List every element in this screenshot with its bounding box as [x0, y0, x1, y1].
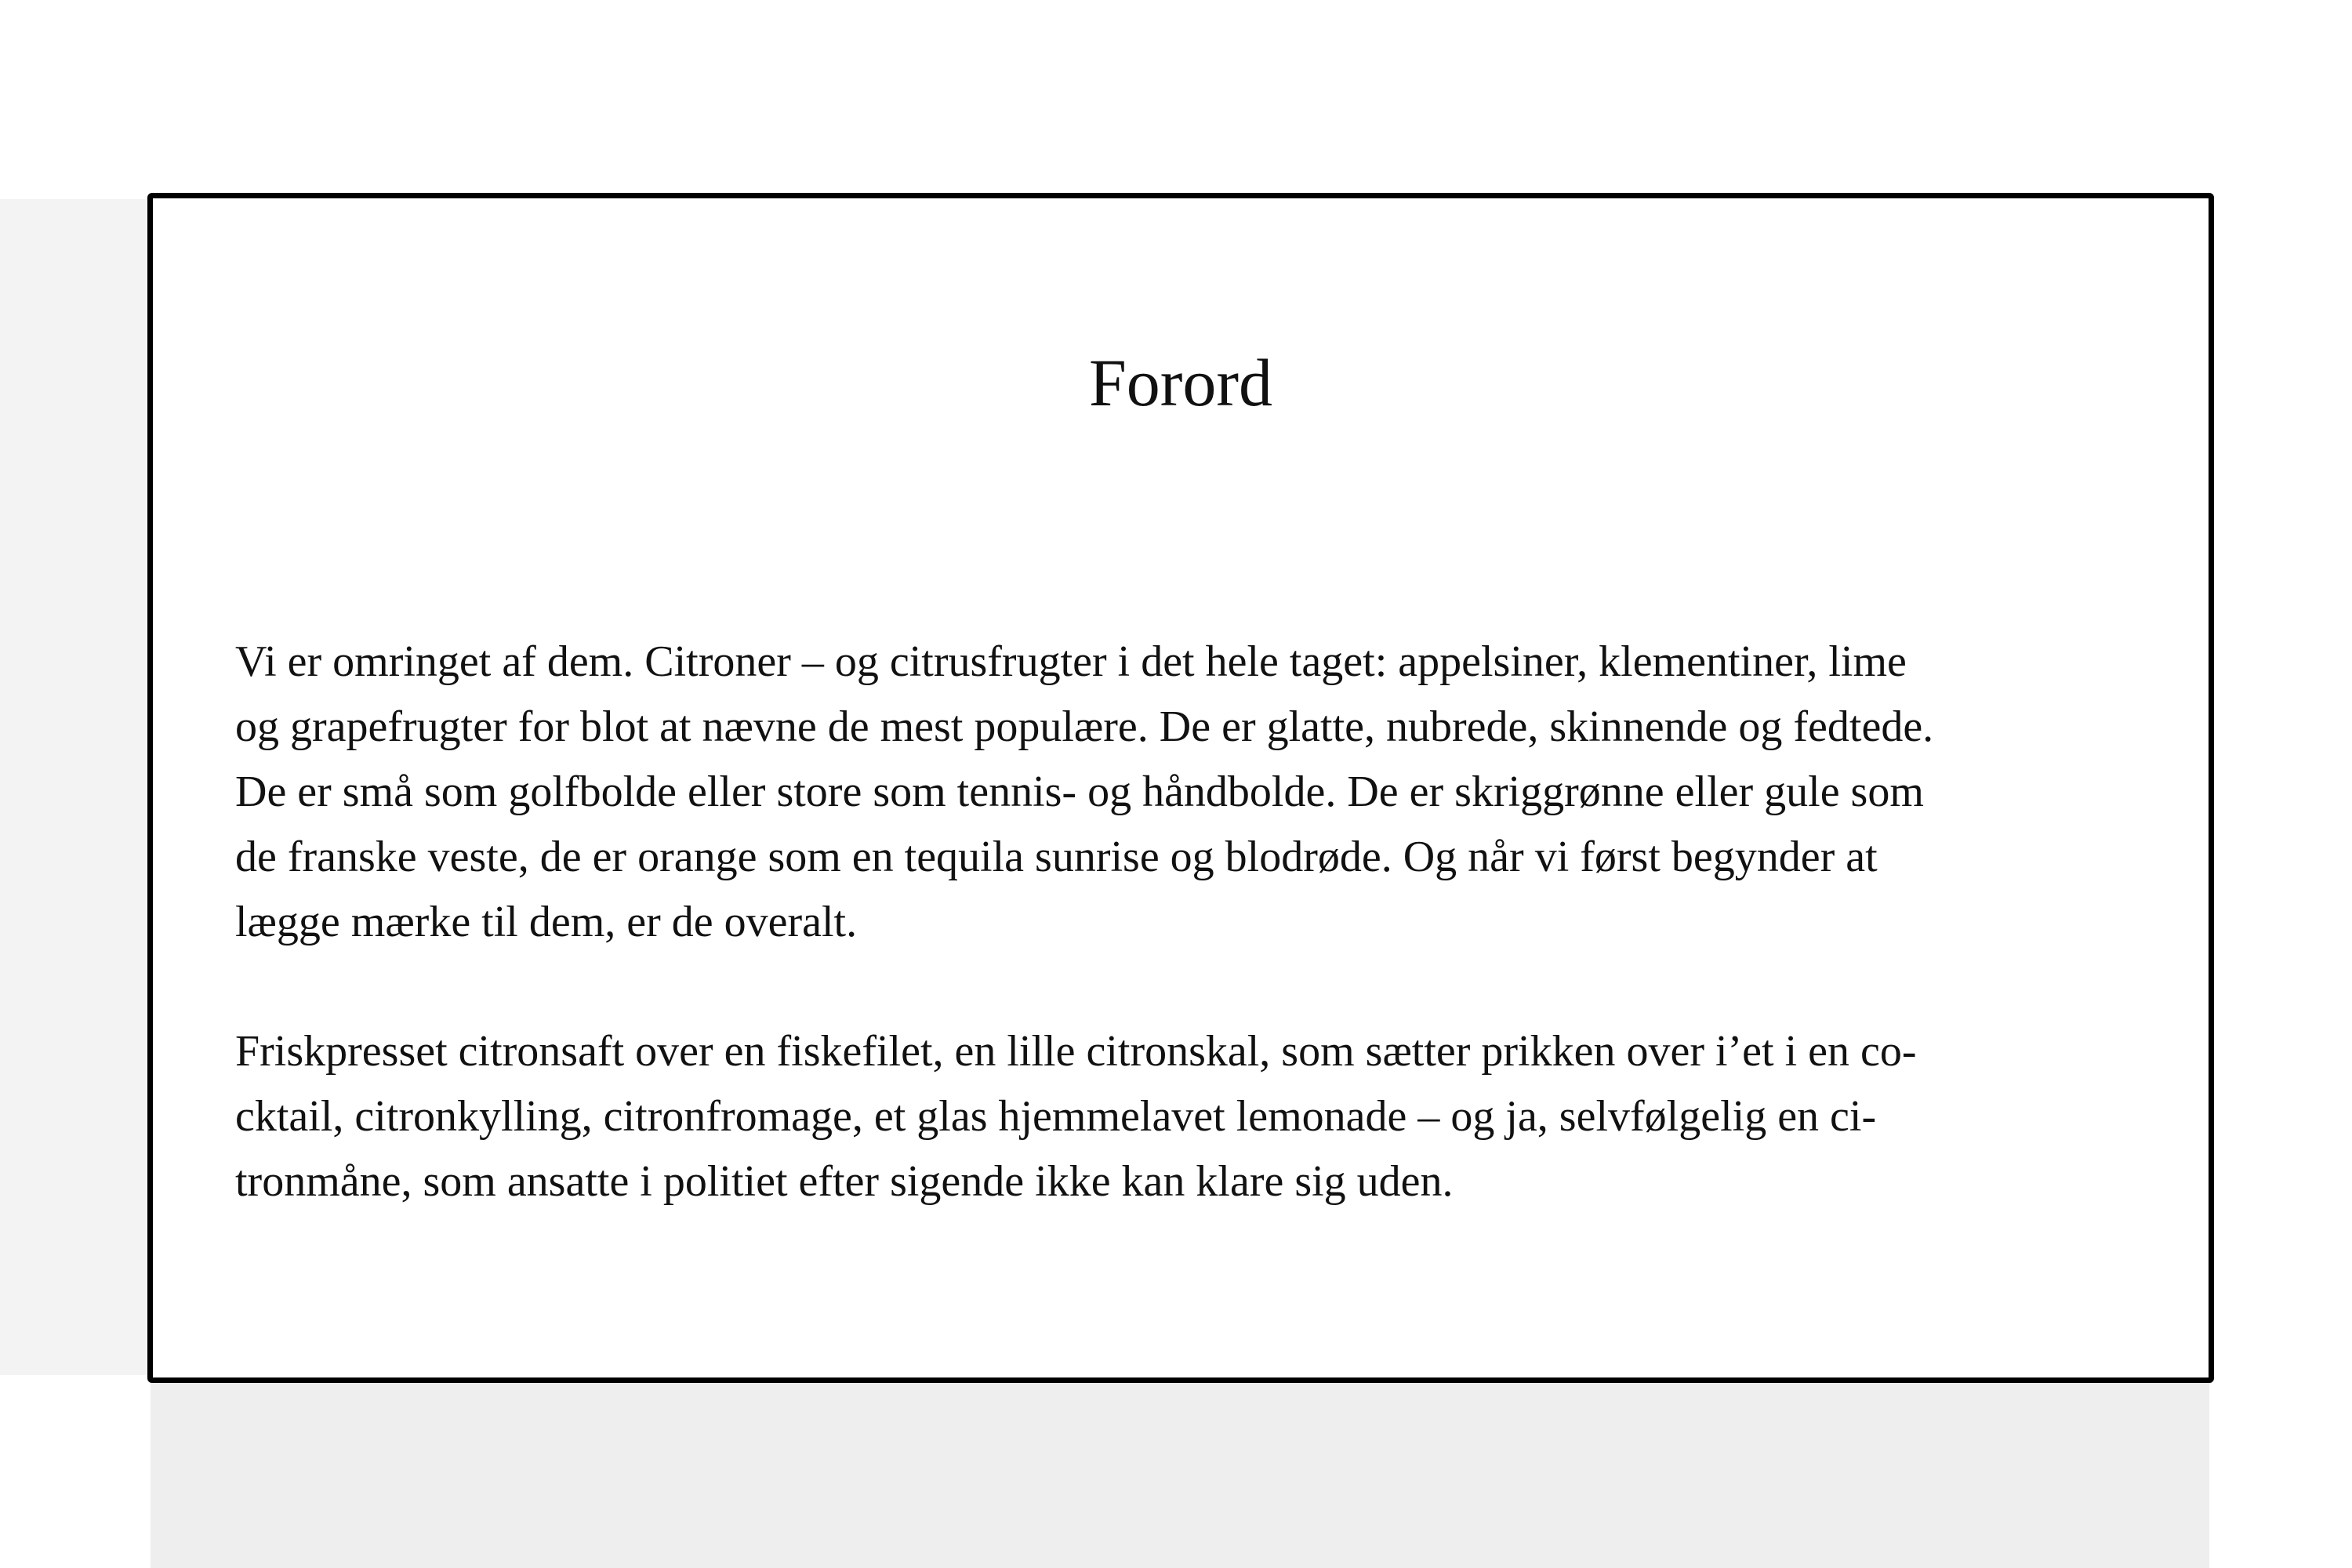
background-shadow-left [0, 199, 151, 1375]
paragraph-2-line-1: Friskpresset citronsaft over en fiskefilet, en lille citronskal, som sætter prikken over i’et i en co- [235, 1027, 1917, 1076]
paragraph-2-line-3: tronmåne, som ansatte i politiet efter sigende ikke kan klare sig uden. [235, 1157, 1454, 1206]
paragraph-1-line-3: De er små som golfbolde eller store som tennis- og håndbolde. De er skriggrønne eller gule som [235, 768, 1924, 816]
paragraph-1-line-2: og grapefrugter for blot at nævne de mest populære. De er glatte, nubrede, skinnende og fedtede. [235, 702, 1934, 751]
page-title: Forord [1088, 345, 1273, 420]
paragraph-2 [235, 1019, 2164, 1214]
background-shadow-bottom [151, 1381, 2209, 1568]
paragraph-1 [235, 630, 2164, 955]
paragraph-1-line-1: Vi er omringet af dem. Citroner – og citrusfrugter i det hele taget: appelsiner, klementiner, lime [235, 637, 1907, 686]
page-body [235, 630, 2164, 1279]
paragraph-2-line-2: cktail, citronkylling, citronfromage, et glas hjemmelavet lemonade – og ja, selvfølgelig en ci- [235, 1092, 1877, 1141]
paragraph-1-line-4: de franske veste, de er orange som en tequila sunrise og blodrøde. Og når vi først begynder at [235, 833, 1878, 881]
document-page [147, 193, 2214, 1383]
paragraph-1-line-5: lægge mærke til dem, er de overalt. [235, 898, 858, 946]
